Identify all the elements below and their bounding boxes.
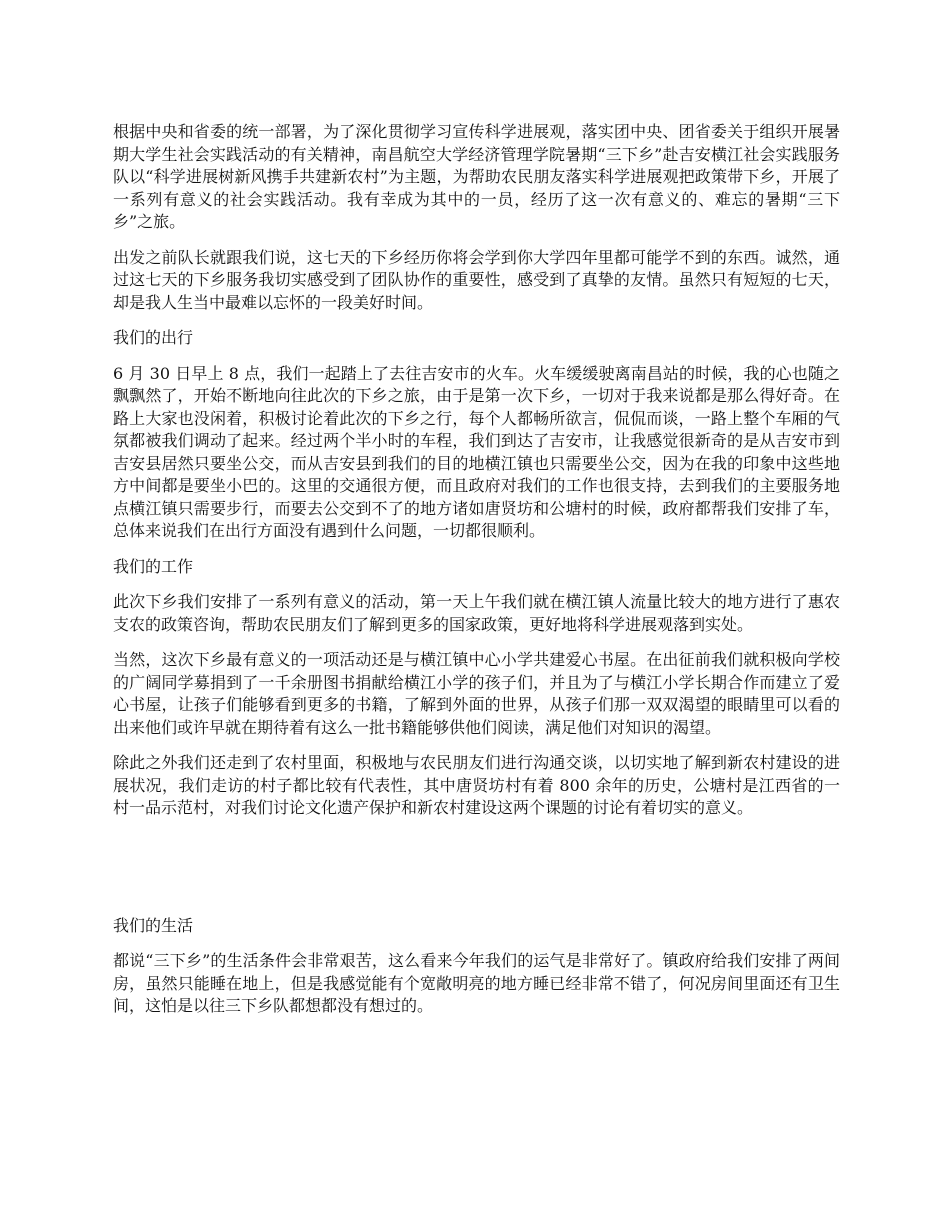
intro-paragraph: 根据中央和省委的统一部署，为了深化贯彻学习宣传科学进展观，落实团中央、团省委关于组织开展暑期大学生社会实践活动的有关精神，南昌航空大学经济管理学院暑期“三下乡”赴吉安横江社会实践服务队以“科学进展树新风携手共建新农村”为主题，为帮助农民朋友落实科学进展观把政策带下乡，开展了一系列有意义的社会实践活动。我有幸成为其中的一员，经历了这一次有意义的、难忘的暑期“三下乡”之旅。	[113, 122, 840, 231]
travel-paragraph: 6 月 30 日早上 8 点，我们一起踏上了去往吉安市的火车。火车缓缓驶离南昌站的时候，我的心也随之飘飘然了，开始不断地向往此次的下乡之旅，由于是第一次下乡，一切对于我来说都是那么得好奇。在路上大家也没闲着，积极讨论着此次的下乡之行，每个人都畅所欲言，侃侃而谈，一路上整个车厢的气氛都被我们调动了起来。经过两个半小时的车程，我们到达了吉安市，让我感觉很新奇的是从吉安市到吉安县居然只要坐公交，而从吉安县到我们的目的地横江镇也只需要坐公交，因为在我的印象中这些地方中间都是要坐小巴的。这里的交通很方便，而且政府对我们的工作也很支持，去到我们的主要服务地点横江镇只需要步行，而要去公交到不了的地方诸如唐贤坊和公塘村的时候，政府都帮我们安排了车，总体来说我们在出行方面没有遇到什么问题，一切都很顺利。	[113, 363, 840, 540]
life-paragraph: 都说“三下乡”的生活条件会非常艰苦，这么看来今年我们的运气是非常好了。镇政府给我们安排了两间房，虽然只能睡在地上，但是我感觉能有个宽敞明亮的地方睡已经非常不错了，何况房间里面还有卫生间，这怕是以往三下乡队都想都没有想过的。	[113, 951, 840, 1015]
departure-paragraph: 出发之前队长就跟我们说，这七天的下乡经历你将会学到你大学四年里都可能学不到的东西。诚然，通过这七天的下乡服务我切实感受到了团队协作的重要性，感受到了真挚的友情。虽然只有短短的七天，却是我人生当中最难以忘怀的一段美好时间。	[113, 247, 840, 312]
work-paragraph-villages: 除此之外我们还走到了农村里面，积极地与农民朋友们进行沟通交谈，以切实地了解到新农村建设的进展状况，我们走访的村子都比较有代表性，其中唐贤坊村有着 800 余年的历史，公塘村是江西省的一村一品示范村，对我们讨论文化遗产保护和新农村建设这两个课题的讨论有着切实的意义。	[113, 753, 840, 817]
work-paragraph-library: 当然，这次下乡最有意义的一项活动还是与横江镇中心小学共建爱心书屋。在出征前我们就积极向学校的广阔同学募捐到了一千余册图书捐献给横江小学的孩子们，并且为了与横江小学长期合作而建立了爱心书屋，让孩子们能够看到更多的书籍，了解到外面的世界，从孩子们那一双双渴望的眼睛里可以看的出来他们或许早就在期待着有这么一批书籍能够供他们阅读，满足他们对知识的渴望。	[113, 650, 840, 737]
document-page	[113, 121, 840, 1031]
section-heading-life: 我们的生活	[113, 915, 194, 935]
work-paragraph-consulting: 此次下乡我们安排了一系列有意义的活动，第一天上午我们就在横江镇人流量比较大的地方进行了惠农支农的政策咨询，帮助农民朋友们了解到更多的国家政策，更好地将科学进展观落到实处。	[113, 592, 840, 634]
section-heading-travel: 我们的出行	[113, 328, 194, 347]
section-heading-work: 我们的工作	[113, 556, 194, 576]
blank-space	[113, 833, 840, 915]
